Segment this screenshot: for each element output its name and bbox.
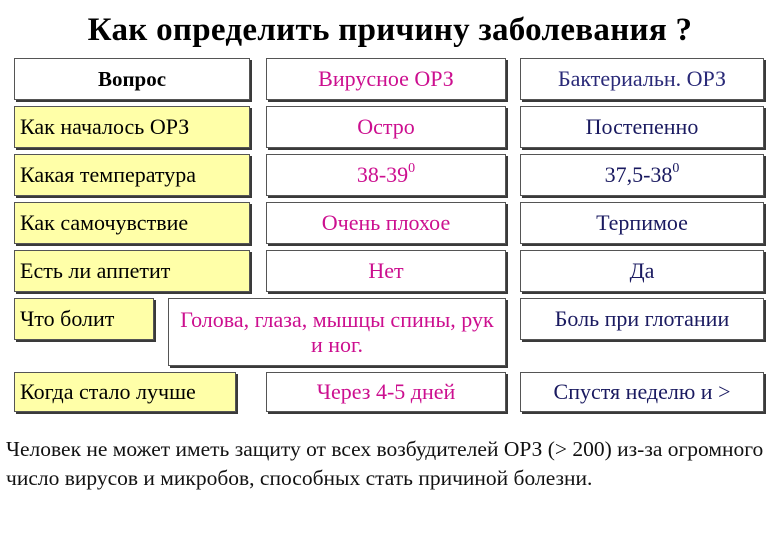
table-row-question — [14, 250, 250, 292]
degree-mark: 0 — [408, 161, 416, 177]
row-viral-text: Голова, глаза, мышцы спины, рук и ног. — [180, 306, 494, 357]
page-title: Как определить причину заболевания ? — [87, 12, 693, 48]
table-row-bacterial — [520, 154, 764, 196]
header-bacterial — [520, 58, 764, 100]
row-viral-text: Через 4-5 дней — [316, 379, 456, 405]
row-viral-text: Очень плохое — [321, 210, 451, 236]
header-question-label: Вопрос — [97, 66, 167, 91]
row-viral-text — [357, 162, 415, 187]
row-bacterial-text: Спустя неделю и > — [553, 379, 731, 405]
row-bacterial-text: Да — [629, 258, 655, 284]
table-row-question — [14, 202, 250, 244]
table-row-viral — [266, 202, 506, 244]
row-bacterial-text: Терпимое — [596, 210, 688, 236]
row-question-text: Есть ли аппетит — [20, 258, 171, 284]
table-row-question — [14, 106, 250, 148]
table-row-viral — [168, 298, 506, 366]
table-row-bacterial — [520, 106, 764, 148]
row-viral-text: Нет — [368, 258, 404, 284]
header-bacterial-label: Бактериальн. ОРЗ — [557, 66, 727, 92]
footer-note: Человек не может иметь защиту от всех возбудителей ОРЗ (> 200) из-за огромного число вирусов и микробов, способных стать причиной болезни. — [6, 437, 764, 490]
table-row-viral — [266, 372, 506, 412]
row-question-text: Что болит — [20, 306, 115, 332]
row-bacterial-text: Боль при глотании — [554, 306, 730, 332]
row-bacterial-text: Постепенно — [585, 114, 699, 140]
table-row-viral — [266, 106, 506, 148]
table-row-viral — [266, 250, 506, 292]
row-bacterial-text — [605, 162, 680, 187]
row-viral-text: Остро — [357, 114, 415, 140]
table-row-bacterial — [520, 372, 764, 412]
table-row-bacterial — [520, 298, 764, 340]
degree-mark: 0 — [672, 161, 680, 177]
temperature-value: 37,5-38 — [604, 162, 673, 188]
header-viral — [266, 58, 506, 100]
table-row-bacterial — [520, 250, 764, 292]
table-row-question — [14, 154, 250, 196]
table-row-question — [14, 298, 154, 340]
table-row-question — [14, 372, 236, 412]
table-row-viral — [266, 154, 506, 196]
row-question-text: Как самочувствие — [20, 210, 189, 236]
header-viral-label: Вирусное ОРЗ — [318, 66, 454, 92]
temperature-value: 38-39 — [356, 162, 409, 188]
table-row-bacterial — [520, 202, 764, 244]
header-question — [14, 58, 250, 100]
row-question-text: Как началось ОРЗ — [20, 114, 190, 140]
row-question-text: Когда стало лучше — [20, 379, 196, 405]
row-question-text: Какая температура — [20, 162, 197, 188]
